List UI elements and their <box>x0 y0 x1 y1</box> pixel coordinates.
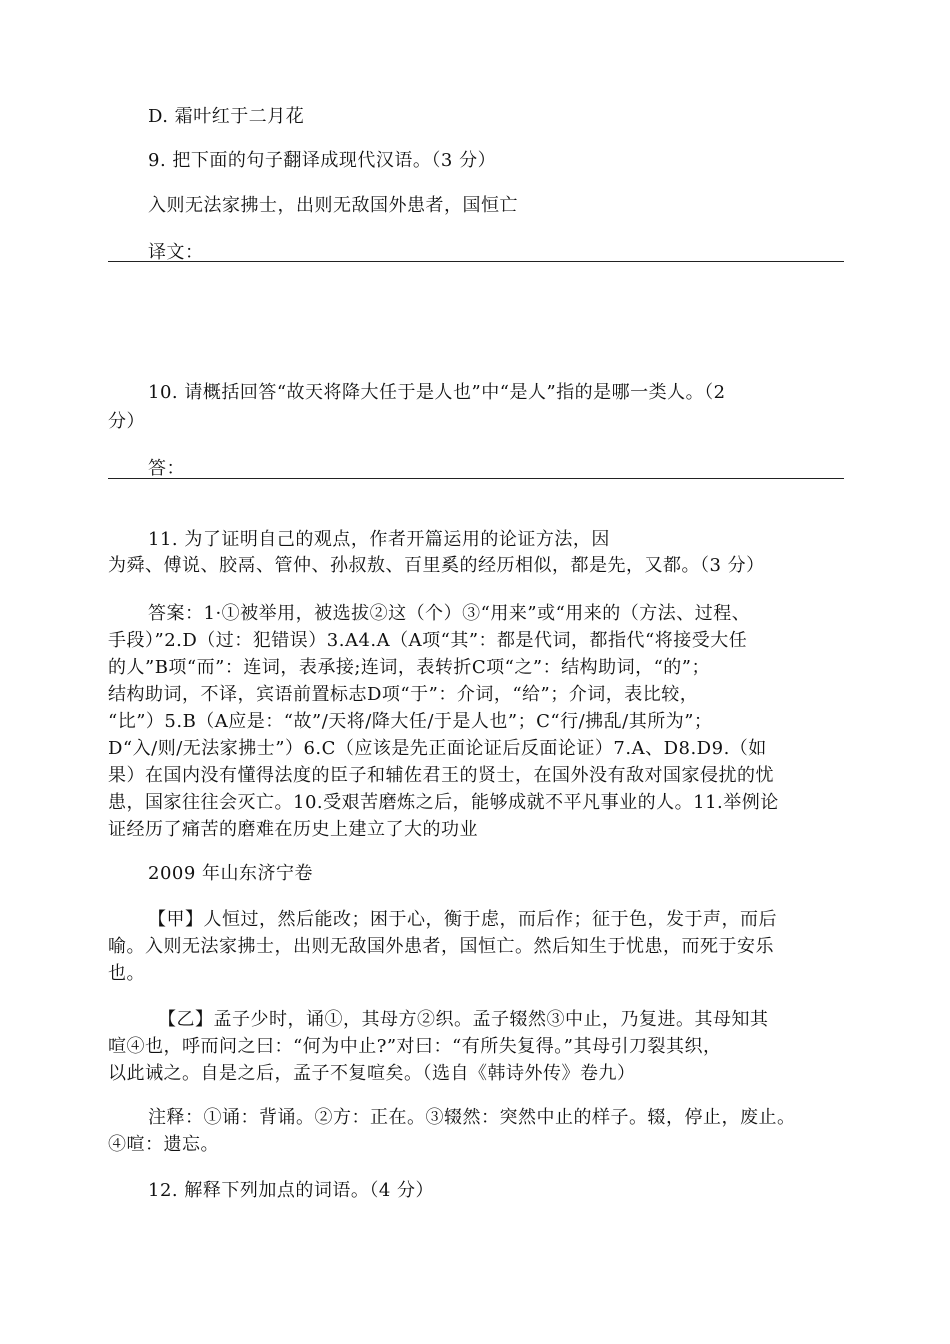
answer-key-line: 果）在国内没有懂得法度的臣子和辅佐君王的贤士，在国外没有敌对国家侵扰的忧 <box>108 765 774 786</box>
q9-answer-line <box>108 261 844 262</box>
q9-answer-label: 译文： <box>148 242 204 263</box>
answer-key-line: D“入/则/无法家拂士”）6.C（应该是先正面论证后反面论证）7.A、D8.D9.（如 <box>108 738 767 759</box>
passage-jia-line: 也。 <box>108 963 145 984</box>
answer-key <box>108 600 848 843</box>
answer-key-line: 的人”B项“而”：连词，表承接;连词，表转折C项“之”：结构助词，“的”； <box>108 657 710 678</box>
passage-yi-line: 【乙】孟子少时，诵①，其母方②织。孟子辍然③中止，乃复进。其母知其 <box>158 1009 769 1030</box>
q9-prompt: 9. 把下面的句子翻译成现代汉语。（3 分） <box>148 150 497 171</box>
q10-answer-label: 答： <box>148 458 185 479</box>
passage-yi-line: 以此诫之。自是之后，孟子不复喧矣。（选自《韩诗外传》卷九） <box>108 1063 636 1084</box>
passage-jia-line: 【甲】人恒过，然后能改；困于心，衡于虑，而后作；征于色，发于声，而后 <box>148 909 777 930</box>
answer-key-line: “比”）5.B（A应是：“故”/天将/降大任/于是人也”；C“行/拂乱/其所为”； <box>108 711 713 732</box>
q12-prompt: 12. 解释下列加点的词语。（4 分） <box>148 1180 435 1201</box>
answer-key-line: 答案：1·①被举用，被选拔②这（个）③“用来”或“用来的（方法、过程、 <box>148 603 751 624</box>
q11-line2: 为舜、傅说、胶鬲、管仲、孙叔敖、百里奚的经历相似，都是先，又都。（3 分） <box>108 555 765 576</box>
passage-jia <box>108 906 848 987</box>
passage-yi-line: 喧④也，呼而问之曰：“何为中止?”对曰：“有所失复得。”其母引刀裂其织， <box>108 1036 722 1057</box>
q10-prompt-line2: 分） <box>108 411 145 432</box>
q10-answer-line <box>108 478 844 479</box>
annotation-line: ④喧：遗忘。 <box>108 1134 219 1155</box>
q9-sentence: 入则无法家拂士，出则无敌国外患者，国恒亡 <box>148 195 518 216</box>
passage-jia-line: 喻。入则无法家拂士，出则无敌国外患者，国恒亡。然后知生于忧患，而死于安乐 <box>108 936 774 957</box>
q8-option-d: D. 霜叶红于二月花 <box>148 106 305 127</box>
annotation-line: 注释：①诵：背诵。②方：正在。③辍然：突然中止的样子。辍，停止，废止。 <box>148 1107 796 1128</box>
passage-yi <box>108 1006 848 1087</box>
answer-key-line: 证经历了痛苦的磨难在历史上建立了大的功业 <box>108 819 478 840</box>
answer-key-line: 手段）”2.D（过：犯错误）3.A4.A（A项“其”：都是代词，都指代“将接受大任 <box>108 630 748 651</box>
answer-key-line: 结构助词，不译，宾语前置标志D项“于”：介词，“给”；介词，表比较， <box>108 684 699 705</box>
annotations <box>108 1104 848 1158</box>
q11-line1: 11. 为了证明自己的观点，作者开篇运用的论证方法，因 <box>148 529 610 550</box>
section-title: 2009 年山东济宁卷 <box>148 863 314 884</box>
answer-key-line: 患，国家往往会灭亡。10.受艰苦磨炼之后，能够成就不平凡事业的人。11.举例论 <box>108 792 779 813</box>
q10-prompt-line1: 10. 请概括回答“故天将降大任于是人也”中“是人”指的是哪一类人。（2 <box>148 382 726 403</box>
